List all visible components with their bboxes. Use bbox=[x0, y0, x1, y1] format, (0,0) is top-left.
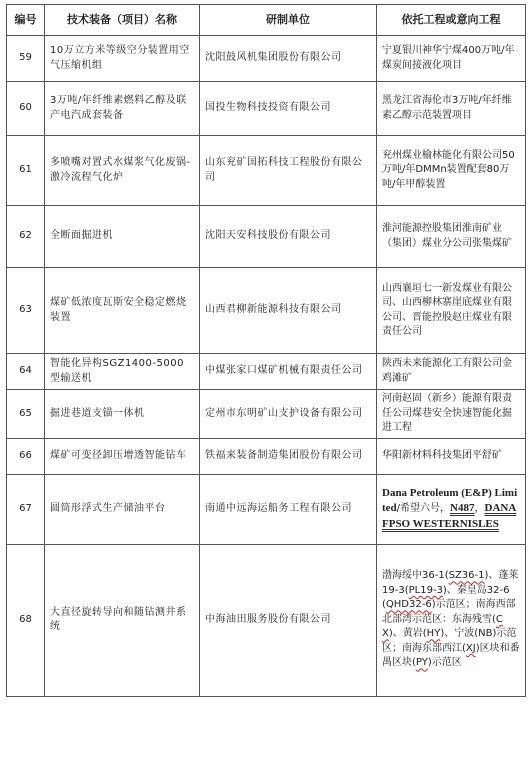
table-row bbox=[7, 354, 526, 390]
row-name: 全断面掘进机 bbox=[45, 206, 200, 268]
project-text: HY bbox=[426, 628, 441, 640]
table-header-row bbox=[7, 5, 526, 36]
row-name: 10万立方米等级空分装置用空气压缩机组 bbox=[45, 36, 200, 82]
row-num: 59 bbox=[7, 36, 45, 82]
header-num: 编号 bbox=[7, 5, 45, 36]
row-name: 掘进巷道支锚一体机 bbox=[45, 390, 200, 439]
table-row bbox=[7, 390, 526, 439]
project-text: )示范区；南海西部北部湾示范区：东海残雪( bbox=[382, 599, 516, 625]
project-text: PL19-3 bbox=[408, 584, 443, 596]
table-row bbox=[7, 438, 526, 474]
equipment-table bbox=[6, 4, 526, 697]
row-num: 63 bbox=[7, 268, 45, 354]
project-text: )、秦皇岛32-6( bbox=[382, 584, 510, 611]
project-text: SZ36-1 bbox=[448, 570, 485, 582]
row-project bbox=[377, 474, 526, 544]
row-project: 河南赵固（新乡）能源有限责任公司煤巷安全快速智能化掘进工程 bbox=[377, 390, 526, 439]
row-num: 66 bbox=[7, 438, 45, 474]
row-name: 3万吨/年纤维素燃料乙醇及联产电汽成套装备 bbox=[45, 82, 200, 136]
table-row bbox=[7, 544, 526, 696]
row-name: 智能化异构SGZ1400-5000型输送机 bbox=[45, 354, 200, 390]
row-name: 大直径旋转导向和随钻测井系统 bbox=[45, 544, 200, 696]
project-text: 渤海绥中36-1( bbox=[382, 570, 449, 582]
row-unit: 铁福来装备制造集团股份有限公司 bbox=[200, 438, 377, 474]
row-project: 兖州煤业榆林能化有限公司50万吨/年DMMn装置配套80万吨/年甲醇装置 bbox=[377, 136, 526, 206]
header-unit: 研制单位 bbox=[200, 5, 377, 36]
project-text: ， bbox=[474, 503, 485, 515]
table-row bbox=[7, 36, 526, 82]
table-row bbox=[7, 82, 526, 136]
row-unit: 沈阳鼓风机集团股份有限公司 bbox=[200, 36, 377, 82]
row-name: 圆筒形浮式生产储油平台 bbox=[45, 474, 200, 544]
row-num: 60 bbox=[7, 82, 45, 136]
row-unit: 南通中远海运船务工程有限公司 bbox=[200, 474, 377, 544]
row-num: 68 bbox=[7, 544, 45, 696]
row-num: 65 bbox=[7, 390, 45, 439]
row-unit: 中海油田服务股份有限公司 bbox=[200, 544, 377, 696]
header-name: 技术装备（项目）名称 bbox=[45, 5, 200, 36]
project-text: CX bbox=[382, 613, 503, 640]
project-text: N487 bbox=[450, 502, 475, 515]
row-project: 黑龙江省海伦市3万吨/年纤维素乙醇示范装置项目 bbox=[377, 82, 526, 136]
project-text: )、黄岩( bbox=[388, 628, 427, 640]
row-project: 宁夏银川神华宁煤400万吨/年煤炭间接液化项目 bbox=[377, 36, 526, 82]
project-text: )示范区 bbox=[427, 657, 462, 669]
row-name: 煤矿低浓度瓦斯安全稳定燃烧装置 bbox=[45, 268, 200, 354]
row-unit: 沈阳天安科技股份有限公司 bbox=[200, 206, 377, 268]
row-project: 华阳新材料科技集团平舒矿 bbox=[377, 438, 526, 474]
row-num: 64 bbox=[7, 354, 45, 390]
project-text: XJ bbox=[465, 642, 476, 654]
row-unit: 国投生物科技投资有限公司 bbox=[200, 82, 377, 136]
row-project: 淮河能源控股集团淮南矿业（集团）煤业分公司张集煤矿 bbox=[377, 206, 526, 268]
row-name: 煤矿可变径卸压增透智能钻车 bbox=[45, 438, 200, 474]
row-name: 多喷嘴对置式水煤浆气化废锅-激冷流程气化炉 bbox=[45, 136, 200, 206]
row-unit: 中煤张家口煤矿机械有限责任公司 bbox=[200, 354, 377, 390]
row-num: 67 bbox=[7, 474, 45, 544]
row-project: 陕西未来能源化工有限公司金鸡滩矿 bbox=[377, 354, 526, 390]
project-text: )、蓬莱19-3( bbox=[382, 570, 519, 596]
table-row bbox=[7, 206, 526, 268]
project-text: /希望六号， bbox=[396, 503, 451, 515]
project-text: )、宁波(NB)示范区；南海东部西江( bbox=[382, 628, 517, 654]
row-unit: 山东兖矿国拓科技工程股份有限公司 bbox=[200, 136, 377, 206]
row-project: 山西襄垣七一新发煤业有限公司、山西柳林寨崖底煤业有限公司、晋能控股赵庄煤业有限责任公司 bbox=[377, 268, 526, 354]
row-project bbox=[377, 544, 526, 696]
table-row bbox=[7, 136, 526, 206]
project-text: Dana Petroleum (E&P) Limited bbox=[382, 486, 518, 515]
row-unit: 定州市东明矿山支护设备有限公司 bbox=[200, 390, 377, 439]
project-text: QHD32-6 bbox=[385, 599, 432, 611]
table-row bbox=[7, 268, 526, 354]
row-unit: 山西君柳新能源科技有限公司 bbox=[200, 268, 377, 354]
row-num: 62 bbox=[7, 206, 45, 268]
project-text: )区块和番禺区块( bbox=[382, 642, 520, 669]
project-text: DANA FPSO WESTERNISLES bbox=[382, 502, 517, 530]
row-num: 61 bbox=[7, 136, 45, 206]
project-text: PY bbox=[415, 657, 428, 669]
header-project: 依托工程或意向工程 bbox=[377, 5, 526, 36]
table-row bbox=[7, 474, 526, 544]
